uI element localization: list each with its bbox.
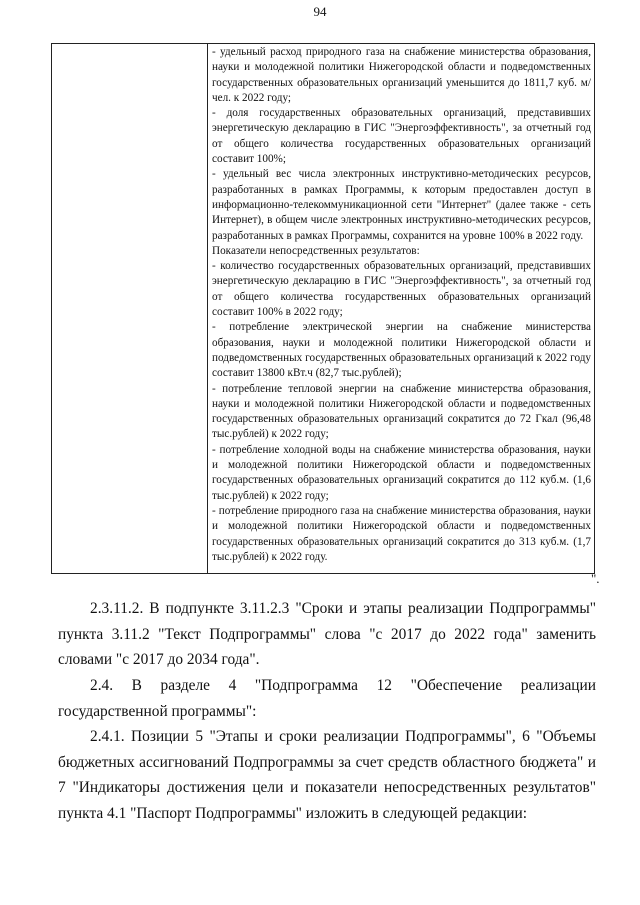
table-left-cell: [52, 44, 208, 574]
indicators-table: [51, 43, 595, 574]
closing-quote: ".: [591, 571, 600, 586]
paragraph-2-4-1: 2.4.1. Позиции 5 "Этапы и сроки реализации Подпрограммы", 6 "Объемы бюджетных ассигнований Подпрограммы за счет средств областного бюджета" и 7 "Индикаторы достижения цели и показатели непосредственных результатов" пункта 4.1 "Паспорт Подпрограммы" изложить в следующей редакции:: [58, 728, 596, 822]
page-number: 94: [313, 4, 327, 19]
paragraph-2-3-11-2: 2.3.11.2. В подпункте 3.11.2.3 "Сроки и этапы реализации Подпрограммы" пункта 3.11.2 "Текст Подпрограммы" слова "с 2017 до 2022 года" заменить словами "с 2017 до 2034 года".: [58, 600, 596, 668]
indicators-text: - удельный расход природного газа на снабжение министерства образования, науки и молодежной политики Нижегородской области и подведомственных государственных образовательных организаций уменьшится до 1811,7 куб. м/чел. к 2022 году; - доля государственных образовательных организаций, представивших энергетическую декларацию в ГИС "Энергоэффективность", за отчетный год от общего количества государственных образовательных организаций составит 100%; - удельный вес числа электронных инструктивно-методических ресурсов, разработанных в рамках Программы, к которым предоставлен доступ в информационно-телекоммуникационной сети "Интернет" (далее также - сеть Интернет), в общем числе электронных инструктивно-методических ресурсов, разработанных в рамках Программы, сохранится на уровне 100% в 2022 году. Показатели непосредственных результатов: - количество государственных образовательных организаций, представивших энергетическую декларацию в ГИС "Энергоэффективность", за отчетный год от общего количества государственных образовательных организаций составит 100% в 2022 году; - потребление электрической энергии на снабжение министерства образования, науки и молодежной политики Нижегородской области и подведомственных государственных образовательных организаций к 2022 году составит 13800 кВт.ч (82,7 тыс.рублей); - потребление тепловой энергии на снабжение министерства образования, науки и молодежной политики Нижегородской области и подведомственных государственных образовательных организаций сократится до 72 Гкал (96,48 тыс.рублей) к 2022 году; - потребление холодной воды на снабжение министерства образования, науки и молодежной политики Нижегородской области и подведомственных государственных образовательных организаций сократится до 112 куб.м. (1,6 тыс.рублей) к 2022 году; - потребление природного газа на снабжение министерства образования, науки и молодежной политики Нижегородской области и подведомственных государственных образовательных организаций сократится до 313 куб.м. (1,7 тыс.рублей) к 2022 году.: [212, 46, 591, 563]
paragraph-2-4: 2.4. В разделе 4 "Подпрограмма 12 "Обеспечение реализации государственной программы":: [58, 677, 596, 720]
table-right-cell: [208, 44, 595, 574]
table-row: [52, 44, 595, 574]
